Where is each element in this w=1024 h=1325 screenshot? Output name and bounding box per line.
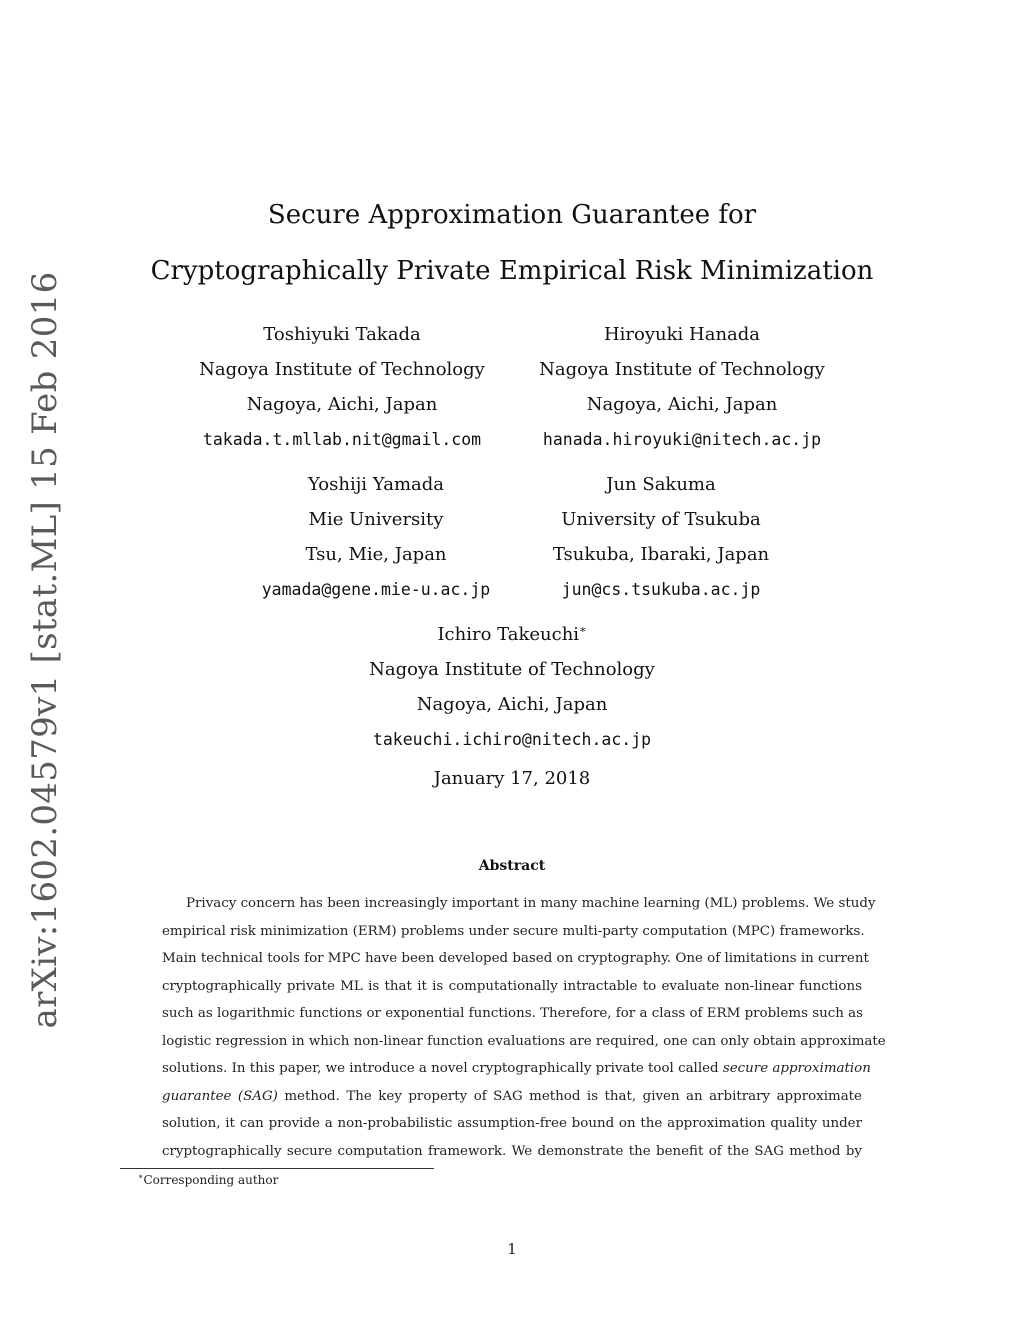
abstract-line bbox=[162, 1055, 871, 1083]
abstract-line: empirical risk minimization (ERM) problems under secure multi-party computation (MPC) frameworks. bbox=[162, 923, 865, 939]
author-name-line bbox=[342, 617, 682, 652]
abstract-line: solution, it can provide a non-probabilistic assumption-free bound on the approximation quality under bbox=[162, 1116, 862, 1131]
author-location: Nagoya, Aichi, Japan bbox=[586, 394, 778, 415]
abstract-line: Privacy concern has been increasingly important in many machine learning (ML) problems. We study bbox=[186, 896, 876, 911]
abstract-emphasis: secure approximation bbox=[722, 1061, 871, 1076]
abstract-line: logistic regression in which non-linear function evaluations are required, one can only obtain approximate bbox=[162, 1033, 886, 1049]
author-name: Hiroyuki Hanada bbox=[603, 324, 761, 345]
abstract-line: cryptographically private ML is that it is computationally intractable to evaluate non-linear functions bbox=[162, 978, 862, 994]
page-number: 1 bbox=[507, 1240, 517, 1258]
corresponding-author-marker: ∗ bbox=[579, 623, 587, 636]
author-affiliation: Nagoya Institute of Technology bbox=[199, 359, 485, 380]
paper-date: January 17, 2018 bbox=[433, 768, 591, 789]
author-block bbox=[512, 317, 852, 457]
footnote-rule bbox=[120, 1168, 434, 1169]
abstract-line: Main technical tools for MPC have been developed based on cryptography. One of limitations in current bbox=[162, 951, 869, 966]
author-affiliation: University of Tsukuba bbox=[561, 509, 761, 530]
author-email: yamada@gene.mie-u.ac.jp bbox=[261, 580, 491, 599]
abstract-body bbox=[162, 890, 886, 1165]
author-location: Nagoya, Aichi, Japan bbox=[246, 394, 438, 415]
paper-title-line-1: Secure Approximation Guarantee for bbox=[267, 200, 757, 230]
abstract-heading: Abstract bbox=[478, 858, 546, 874]
author-affiliation: Nagoya Institute of Technology bbox=[539, 359, 825, 380]
author-email: takada.t.mllab.nit@gmail.com bbox=[202, 430, 482, 449]
author-name: Yoshiji Yamada bbox=[307, 474, 445, 495]
abstract-text: solutions. In this paper, we introduce a novel cryptographically private tool called bbox=[162, 1061, 719, 1076]
footnote-marker: ∗ bbox=[138, 1172, 144, 1181]
abstract-emphasis: guarantee (SAG) bbox=[162, 1088, 278, 1104]
author-affiliation: Nagoya Institute of Technology bbox=[369, 659, 655, 680]
author-location: Tsu, Mie, Japan bbox=[305, 544, 447, 565]
footnote bbox=[138, 1173, 278, 1187]
author-email: jun@cs.tsukuba.ac.jp bbox=[561, 580, 761, 599]
abstract-line: such as logarithmic functions or exponential functions. Therefore, for a class of ERM problems such as bbox=[162, 1006, 863, 1021]
author-block bbox=[491, 467, 831, 607]
author-email: hanada.hiroyuki@nitech.ac.jp bbox=[542, 430, 822, 449]
author-block bbox=[342, 617, 682, 757]
author-name: Ichiro Takeuchi bbox=[437, 624, 580, 645]
paper-title-line-2: Cryptographically Private Empirical Risk Minimization bbox=[150, 256, 874, 286]
footnote-text: Corresponding author bbox=[143, 1173, 279, 1187]
author-location: Nagoya, Aichi, Japan bbox=[416, 694, 608, 715]
author-email: takeuchi.ichiro@nitech.ac.jp bbox=[372, 730, 652, 749]
author-name: Toshiyuki Takada bbox=[263, 324, 421, 345]
author-name: Jun Sakuma bbox=[606, 474, 716, 495]
author-location: Tsukuba, Ibaraki, Japan bbox=[552, 544, 770, 565]
abstract-text: method. The key property of SAG method is that, given an arbitrary approximate bbox=[284, 1088, 862, 1104]
abstract-line bbox=[162, 1083, 862, 1111]
arxiv-stamp: arXiv:1602.04579v1 [stat.ML] 15 Feb 2016 bbox=[25, 271, 65, 1029]
abstract-line: cryptographically secure computation framework. We demonstrate the benefit of the SAG method by bbox=[162, 1143, 862, 1159]
author-affiliation: Mie University bbox=[308, 509, 444, 530]
author-block bbox=[172, 317, 512, 457]
